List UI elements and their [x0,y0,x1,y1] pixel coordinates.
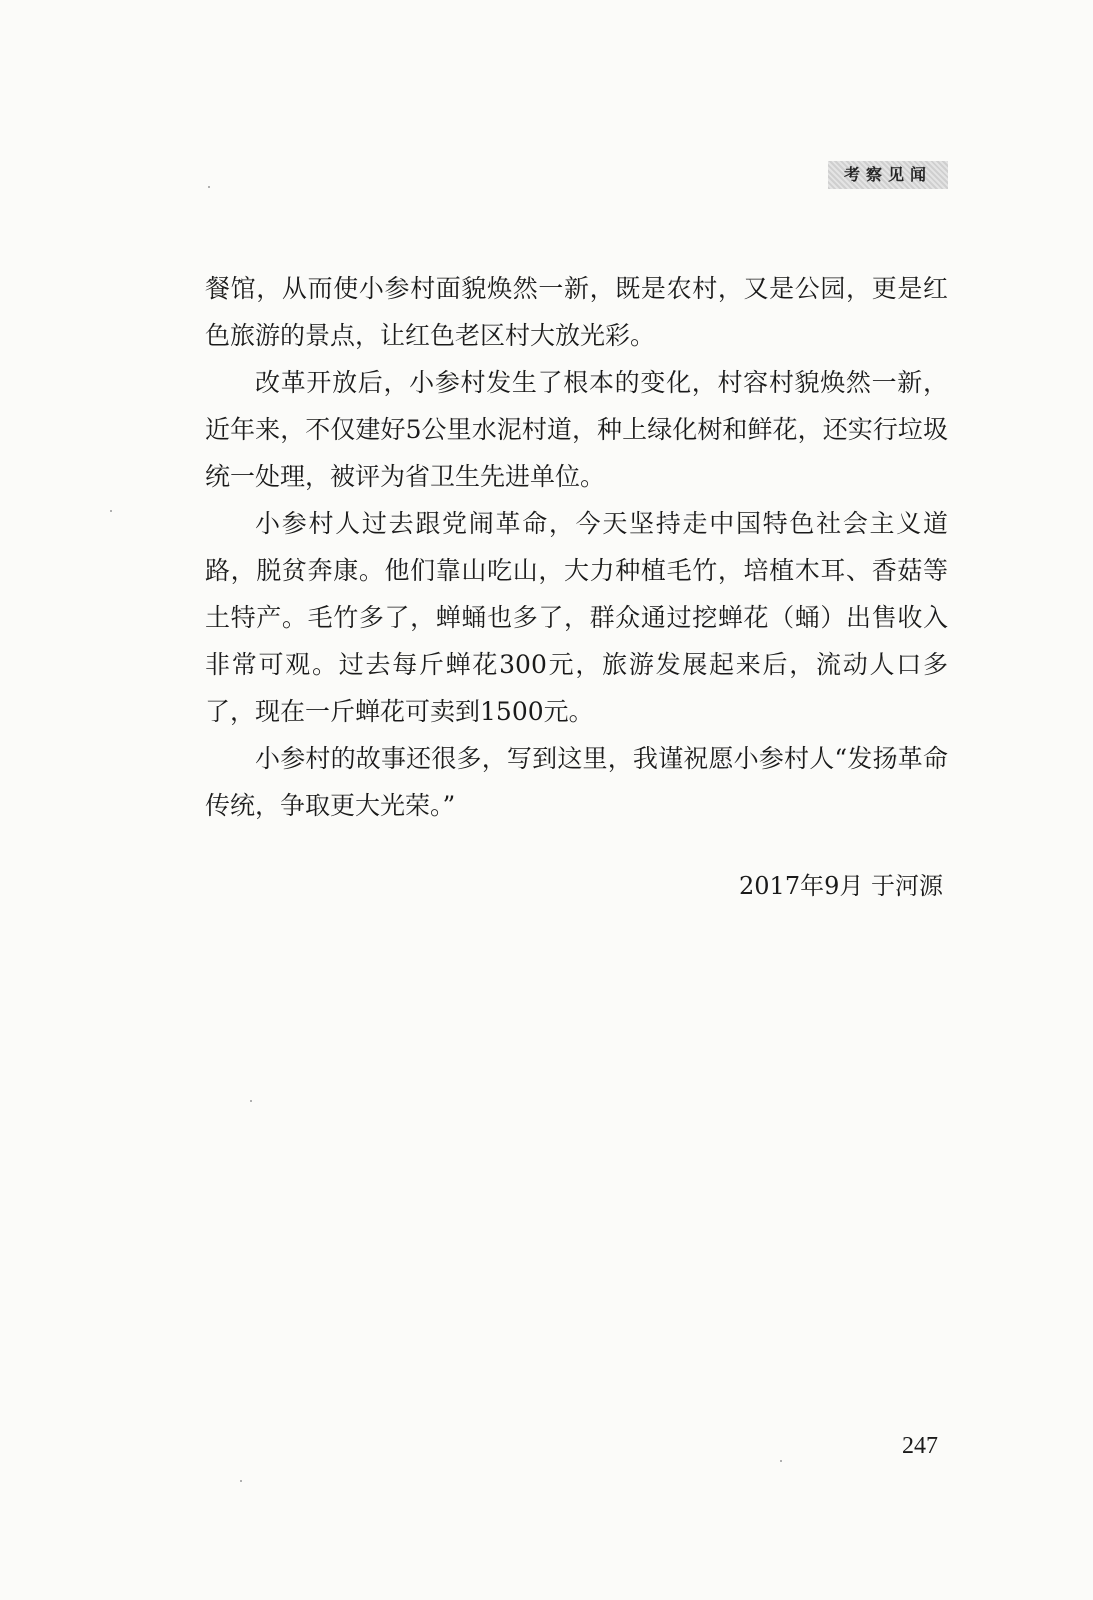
scan-speck [240,1480,242,1482]
paragraph: 小参村人过去跟党闹革命，今天坚持走中国特色社会主义道路，脱贫奔康。他们靠山吃山，大力种植毛竹，培植木耳、香菇等土特产。毛竹多了，蝉蛹也多了，群众通过挖蝉花（蛹）出售收入非常可观。过去每斤蝉花300元，旅游发展起来后，流动人口多了，现在一斤蝉花可卖到1500元。 [205,509,948,726]
paragraph: 改革开放后，小参村发生了根本的变化，村容村貌焕然一新，近年来，不仅建好5公里水泥村道，种上绿化树和鲜花，还实行垃圾统一处理，被评为省卫生先进单位。 [205,368,948,491]
page-number: 247 [902,1433,938,1459]
scan-speck [780,1460,782,1462]
date-place-signature: 2017年9月 于河源 [739,872,943,900]
paragraph: 小参村的故事还很多，写到这里，我谨祝愿小参村人“发扬革命传统，争取更大光荣。” [205,744,948,820]
scan-speck [208,186,210,188]
scan-speck [250,1100,252,1102]
section-tag: 考察见闻 [828,161,948,189]
paragraph-continued: 餐馆，从而使小参村面貌焕然一新，既是农村，又是公园，更是红色旅游的景点，让红色老区村大放光彩。 [205,274,948,350]
article-body [205,265,948,829]
scan-speck [110,510,112,512]
